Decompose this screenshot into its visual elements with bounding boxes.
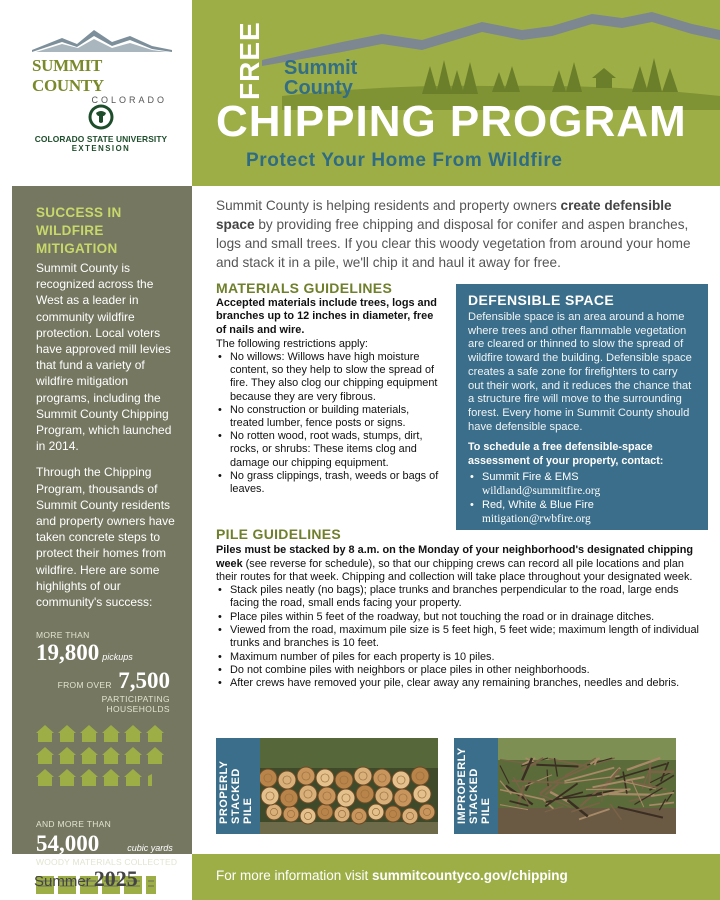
houses-pictogram [36, 724, 171, 790]
csu-ram-icon [88, 104, 114, 130]
list-item: • Place piles within 5 feet of the roadway, but not touching the road or in drainage ditches. [216, 611, 706, 624]
footer-text [216, 868, 568, 883]
materials-guidelines [216, 282, 446, 496]
sidebar-heading: SUCCESS IN WILDFIRE MITIGATION [36, 205, 122, 256]
properly-stacked-photo [216, 738, 438, 834]
success-sidebar [12, 186, 192, 868]
house-icon [124, 747, 142, 764]
list-item: • No willows: Willows have high moisture content, so they help to slow the spread of fire. They also clog our chipping equipment because they are very fibrous. [216, 351, 446, 404]
stat-cubic-yards [36, 831, 180, 857]
mountain-logo-icon [32, 28, 172, 54]
edition-label [34, 866, 138, 892]
page-subtitle: Protect Your Home From Wildfire [246, 150, 563, 171]
mountain-landscape-art [192, 0, 720, 110]
photo-label-proper [216, 738, 260, 834]
free-label: FREE [234, 21, 265, 100]
page-title: CHIPPING PROGRAM [216, 97, 687, 146]
footer-link[interactable]: summitcountyco.gov/chipping [372, 868, 568, 883]
contact-item [468, 470, 696, 498]
house-icon [146, 725, 164, 742]
wood-box-icon [146, 876, 156, 894]
contact-email-link[interactable]: mitigation@rwbfire.org [482, 513, 591, 526]
pile-lead [216, 544, 706, 584]
house-icon [58, 769, 76, 786]
house-icon [36, 725, 54, 742]
materials-lead: Accepted materials include trees, logs and branches up to 12 inches in diameter, free of nails and wire. [216, 297, 437, 336]
contact-email-link[interactable]: wildland@summitfire.org [482, 485, 601, 498]
defensible-heading: DEFENSIBLE SPACE [468, 292, 615, 308]
csu-extension: EXTENSION [71, 144, 131, 153]
house-icon [80, 769, 98, 786]
contact-item [468, 498, 696, 526]
intro-paragraph [216, 196, 706, 272]
list-item: • Do not combine piles with neighbors or place piles in other neighborhoods. [216, 664, 706, 677]
title-banner [192, 0, 720, 186]
house-icon [80, 725, 98, 742]
defensible-space-box [456, 284, 708, 530]
contact-list [468, 470, 696, 526]
list-item: • After crews have removed your pile, clear away any remaining branches, needles and debris. [216, 677, 706, 690]
stat-households-value: 7,500 [118, 668, 170, 694]
messy-brush-image [498, 738, 676, 834]
house-icon [102, 747, 120, 764]
house-icon [58, 747, 76, 764]
sidebar-paragraph-2: Through the Chipping Program, thousands of Summit County residents and property owners have taken concrete steps to protect their homes from wildfire. Here are some highlights of our community's success: [36, 465, 175, 610]
photo-label-improper [454, 738, 498, 834]
list-item: • Maximum number of piles for each property is 10 piles. [216, 651, 706, 664]
house-icon [80, 747, 98, 764]
intro-text-2: by providing free chipping and disposal for conifer and aspen branches, logs and small trees. If you clear this woody vegetation from around your home and stack it in a pile, we'll chip it and haul it away for free. [216, 217, 691, 270]
stat-cubic-yards-value: 54,000 [36, 831, 100, 857]
contact-name: Summit Fire & EMS [482, 471, 579, 484]
list-item: • No construction or building materials, treated lumber, fence posts or signs. [216, 404, 446, 430]
house-icon [58, 725, 76, 742]
stat-cubic-yards-unit: cubic yards [127, 843, 173, 854]
csu-name: COLORADO STATE UNIVERSITY [34, 134, 168, 144]
footer-label: For more information visit [216, 868, 373, 883]
contact-name: Red, White & Blue Fire [482, 499, 594, 512]
materials-list [216, 351, 446, 496]
stat-cubic-yards-sub: WOODY MATERIALS COLLECTED [36, 857, 178, 868]
house-icon [102, 725, 120, 742]
sidebar-paragraph-1: Summit County is recognized across the West as a leader in community wildfire protection. Local voters have approved mill levies that fund a variety of wildfire mitigation programs, including the Summit County Chipping Program, which launched in 2014. [36, 261, 172, 454]
stat-pickups-value: 19,800 [36, 640, 100, 666]
materials-heading: MATERIALS GUIDELINES [216, 280, 393, 296]
pile-heading: PILE GUIDELINES [216, 526, 342, 542]
pile-lead-rest: (see reverse for schedule), so that our chipping crews can record all pile locations and plan their routes for that week. Chipping and collection will take place throughout your designated week. [216, 557, 693, 583]
house-icon [36, 769, 54, 786]
pile-guidelines [216, 528, 706, 691]
stacked-logs-image [260, 738, 438, 834]
list-item: • Stack piles neatly (no bags); place trunks and branches perpendicular to the road, large ends facing the road, small ends facing your property. [216, 584, 706, 611]
house-icon [148, 774, 152, 786]
banner-county: County [284, 77, 353, 99]
defensible-schedule: To schedule a free defensible-space assessment of your property, contact: [468, 441, 664, 467]
stat-pickups-label: MORE THAN [36, 630, 90, 641]
banner-summit: Summit [284, 57, 358, 79]
house-icon [124, 769, 142, 786]
house-icon [124, 725, 142, 742]
photo-caption: IMPROPERLY STACKED PILE [456, 747, 492, 824]
summit-county-logo [32, 28, 177, 105]
intro-bold: create defensible space [216, 198, 672, 232]
pile-list [216, 584, 706, 690]
house-icon [146, 747, 164, 764]
stat-households-label: FROM OVER [57, 680, 112, 691]
stat-households-unit: PARTICIPATING HOUSEHOLDS [101, 694, 170, 715]
house-icon [36, 747, 54, 764]
csu-extension-logo [26, 104, 176, 153]
defensible-body: Defensible space is an area around a home where trees and other flammable vegetation are cleared or thinned to slow the spread of wildfire toward the building. Defensible space creates a safe zone for firefighters to carry out their work, and it reduces the chance that a structure fire will move to the surrounding forest. Every home in Summit County should have defensible space. [468, 311, 692, 433]
county-state: COLORADO [91, 95, 167, 105]
stat-pickups [36, 640, 180, 666]
list-item: • No grass clippings, trash, weeds or bags of leaves. [216, 470, 446, 496]
list-item: • Viewed from the road, maximum pile size is 5 feet high, 5 feet wide; maximum length of individual trunks and branches is 10 feet. [216, 624, 706, 651]
season-text: Summer [34, 873, 91, 890]
materials-restrictions-intro: The following restrictions apply: [216, 337, 368, 350]
year-text: 2025 [93, 866, 138, 891]
county-name: SUMMIT COUNTY [32, 56, 104, 95]
footer-bar [192, 854, 720, 900]
stat-cubic-yards-label: AND MORE THAN [36, 819, 112, 830]
photo-caption: PROPERLY STACKED PILE [218, 760, 254, 824]
stat-households [36, 668, 180, 694]
list-item: • No rotten wood, root wads, stumps, dirt, rocks, or shrubs: These items clog and damage our chipping equipment. [216, 430, 446, 470]
logo-column [0, 0, 192, 186]
stat-pickups-unit: pickups [102, 652, 133, 663]
house-icon [102, 769, 120, 786]
improperly-stacked-photo [454, 738, 676, 834]
intro-text-1: Summit County is helping residents and property owners [216, 198, 561, 213]
pile-lead-bold: Piles must be stacked by 8 a.m. on the Monday of your neighborhood's designated chipping week [216, 544, 694, 570]
